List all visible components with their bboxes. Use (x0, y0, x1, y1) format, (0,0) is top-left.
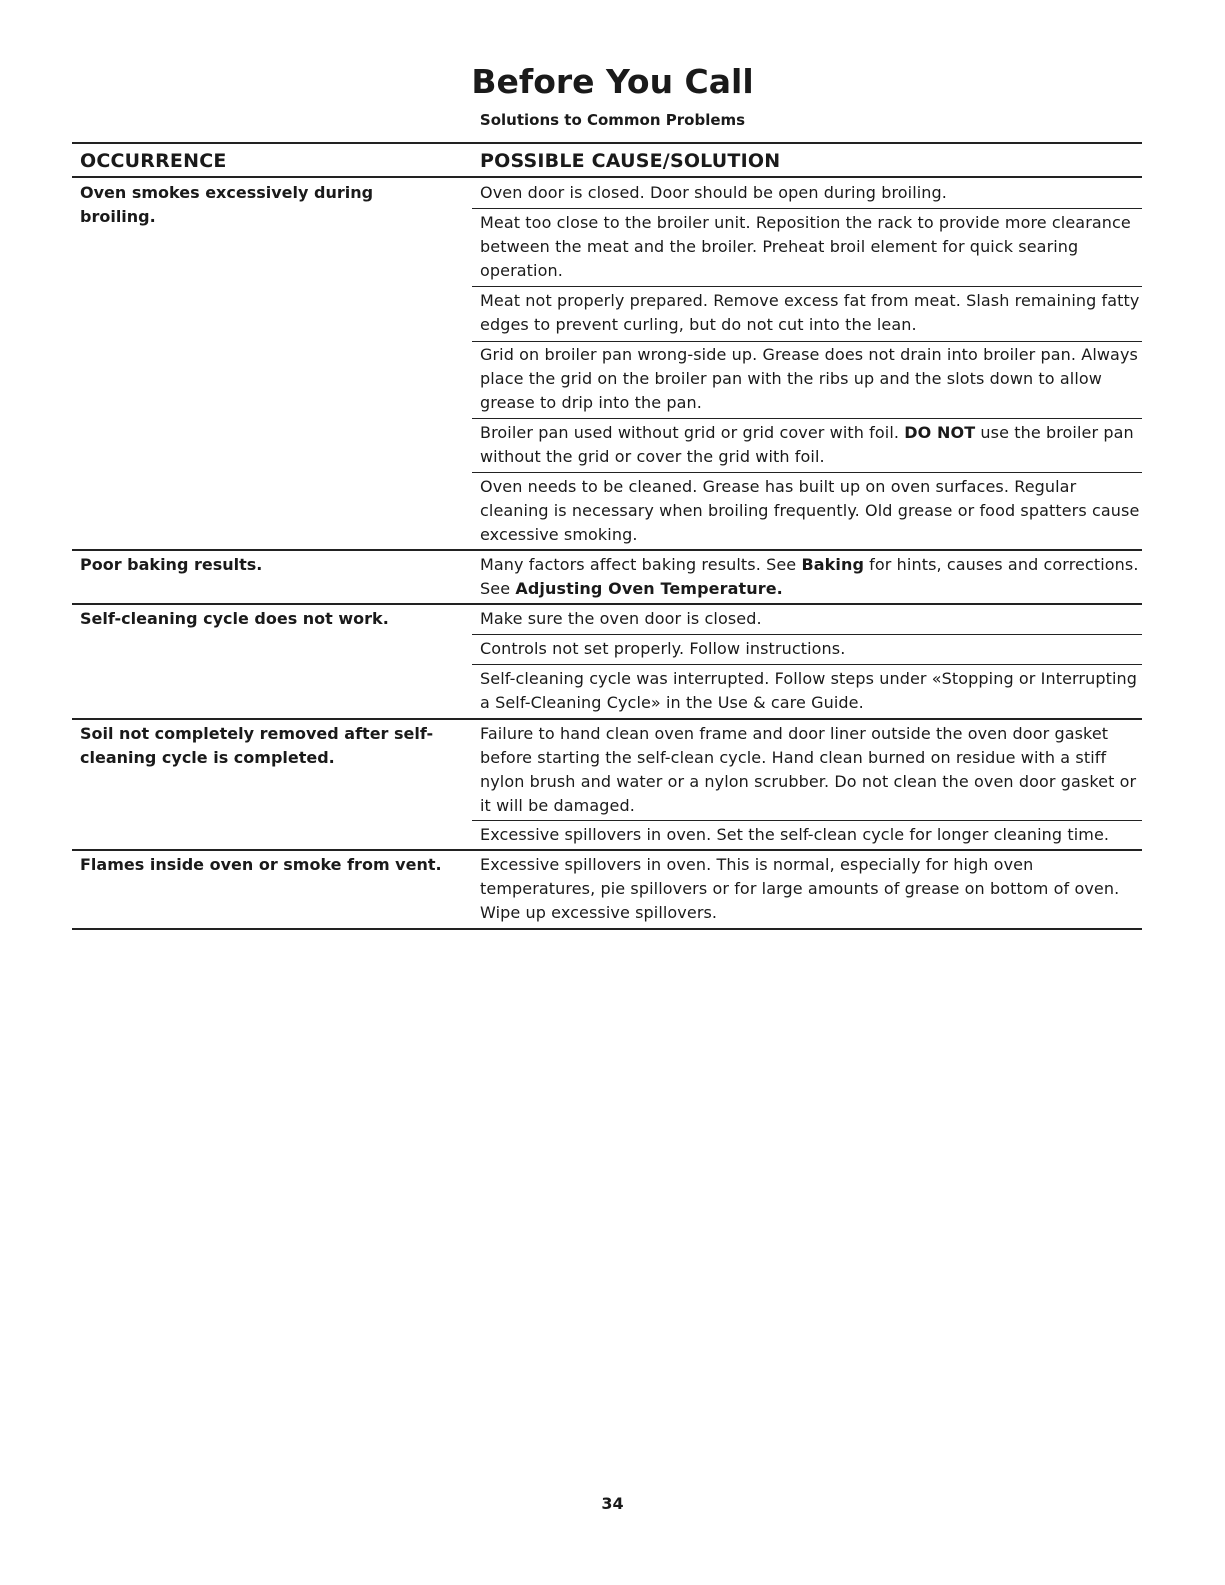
occurrence-poor-baking: Poor baking results. (80, 555, 263, 574)
occurrence-self-cleaning: Self-cleaning cycle does not work. (80, 609, 389, 628)
solution-text: Excessive spillovers in oven. This is normal, especially for high oven temperatures, pie spillovers or for large amounts of grease on bottom of oven. Wipe up excessive spillovers. (480, 855, 1120, 922)
row-rule (72, 603, 1142, 605)
page-number: 34 (601, 1494, 624, 1513)
solution-text: Grid on broiler pan wrong-side up. Grease does not drain into broiler pan. Always place the grid on the broiler pan with the ribs up and the slots down to allow grease to drip into the pan. (480, 345, 1138, 412)
page-title: Before You Call (471, 62, 754, 101)
baking-reference: Baking (801, 555, 864, 574)
solution-text: Meat not properly prepared. Remove excess fat from meat. Slash remaining fatty edges to prevent curling, but do not cut into the lean. (480, 291, 1140, 334)
adjusting-temperature-reference: Adjusting Oven Temperature. (515, 579, 783, 598)
row-rule (72, 549, 1142, 551)
occurrence-flames-smoke: Flames inside oven or smoke from vent. (80, 855, 442, 874)
table-top-rule (72, 142, 1142, 144)
column-header-solution: POSSIBLE CAUSE/SOLUTION (480, 150, 781, 172)
row-divider (472, 418, 1142, 419)
solution-text: Failure to hand clean oven frame and door liner outside the oven door gasket before starting the self-clean cycle. Hand clean burned on residue with a stiff nylon brush and water or a nylon scrubber. Do not clean the oven door gasket or it will be damaged. (480, 724, 1137, 815)
row-divider (472, 634, 1142, 635)
row-divider (472, 820, 1142, 821)
solution-text-do-not: Broiler pan used without grid or grid cover with foil. DO NOT use the broiler pan without the grid or cover the grid with foil. (480, 423, 1134, 466)
solution-text: Excessive spillovers in oven. Set the self-clean cycle for longer cleaning time. (480, 825, 1110, 844)
occurrence-soil-not-removed: Soil not completely removed after self-cleaning cycle is completed. (80, 724, 434, 767)
solution-text: Oven door is closed. Door should be open during broiling. (480, 183, 947, 202)
row-rule (72, 849, 1142, 851)
occurrence-oven-smokes: Oven smokes excessively during broiling. (80, 183, 374, 226)
header-rule (72, 176, 1142, 178)
page-subtitle: Solutions to Common Problems (479, 111, 746, 129)
solution-text: Oven needs to be cleaned. Grease has built up on oven surfaces. Regular cleaning is necessary when broiling frequently. Old grease or food spatters cause excessive smoking. (480, 477, 1140, 544)
row-divider (472, 341, 1142, 342)
row-divider (472, 472, 1142, 473)
solution-text: Make sure the oven door is closed. (480, 609, 762, 628)
do-not-emphasis: DO NOT (904, 423, 976, 442)
solution-text: Controls not set properly. Follow instructions. (480, 639, 846, 658)
column-header-occurrence: OCCURRENCE (80, 150, 227, 172)
row-rule (72, 718, 1142, 720)
row-divider (472, 208, 1142, 209)
table-bottom-rule (72, 928, 1142, 930)
solution-text: Self-cleaning cycle was interrupted. Follow steps under «Stopping or Interrupting a Self-Cleaning Cycle» in the Use & care Guide. (480, 669, 1138, 712)
solution-text-baking: Many factors affect baking results. See Baking for hints, causes and corrections. See Adjusting Oven Temperature. (480, 555, 1139, 598)
row-divider (472, 286, 1142, 287)
row-divider (472, 664, 1142, 665)
solution-text: Meat too close to the broiler unit. Reposition the rack to provide more clearance between the meat and the broiler. Preheat broil element for quick searing operation. (480, 213, 1131, 280)
